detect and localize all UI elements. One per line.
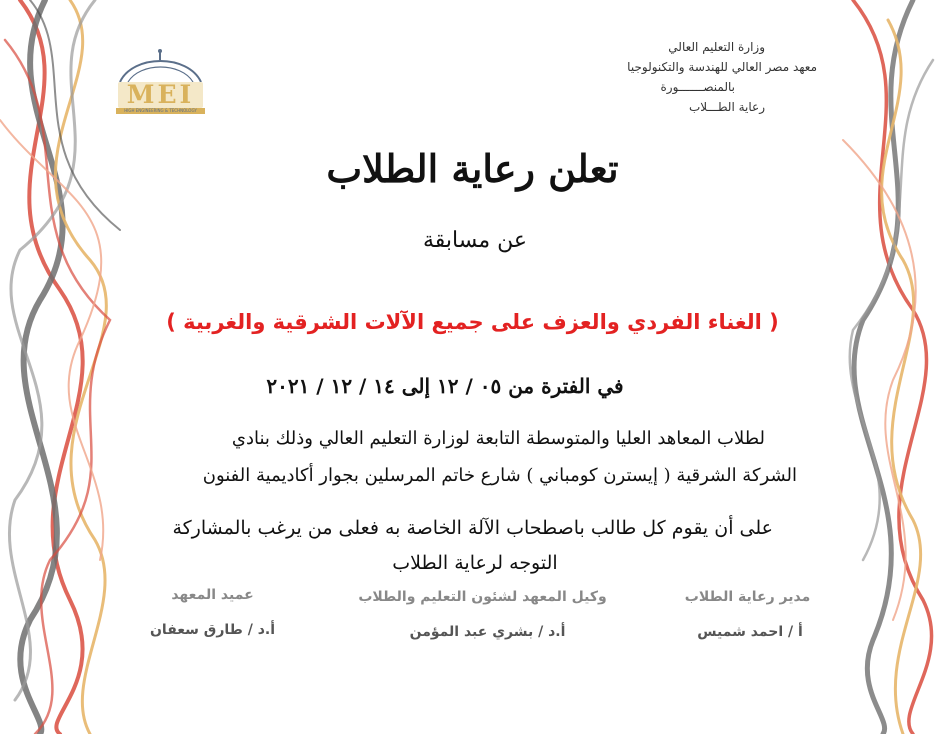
body-line-eligibility: لطلاب المعاهد العليا والمتوسطة التابعة لوزارة التعليم العالي وذلك بنادي	[231, 428, 765, 449]
signature-name-student-affairs-director: أ / احمد شميس	[697, 624, 803, 640]
logo-text: MEI	[126, 80, 195, 109]
body-line-contact: التوجه لرعاية الطلاب	[392, 552, 558, 574]
competition-period: في الفترة من ٠٥ / ١٢ إلى ١٤ / ١٢ / ٢٠٢١	[266, 374, 624, 398]
institute-logo	[108, 46, 213, 126]
ministry-name: وزارة التعليم العالي	[668, 40, 765, 54]
logo-caption: HIGH ENGINEERING & TECHNOLOGY	[124, 108, 197, 113]
signature-title-dean: عميد المعهد	[171, 587, 254, 603]
institute-name: معهد مصر العالي للهندسة والتكنولوجيا	[627, 60, 817, 74]
institute-city: بالمنصـــــــورة	[660, 80, 735, 94]
announcement-subheading: عن مسابقة	[422, 228, 528, 253]
signature-title-vice-dean: وكيل المعهد لشئون التعليم والطلاب	[358, 589, 607, 605]
student-affairs-dept: رعاية الطـــلاب	[688, 100, 765, 114]
signature-title-student-affairs-director: مدير رعاية الطلاب	[684, 589, 811, 605]
signature-name-dean: أ.د / طارق سعفان	[149, 622, 275, 638]
signature-name-vice-dean: أ.د / بشري عبد المؤمن	[409, 624, 566, 640]
competition-title: ( الغناء الفردي والعزف على جميع الآلات الشرقية والغربية )	[166, 310, 779, 334]
right-ribbon-decoration	[833, 0, 943, 734]
body-line-instructions: على أن يقوم كل طالب باصطحاب الآلة الخاصة به فعلى من يرغب بالمشاركة	[172, 517, 773, 539]
announcement-headline: تعلن رعاية الطلاب	[326, 146, 619, 191]
body-line-venue: الشركة الشرقية ( إيسترن كومباني ) شارع خاتم المرسلين بجوار أكاديمية الفنون	[202, 465, 797, 486]
